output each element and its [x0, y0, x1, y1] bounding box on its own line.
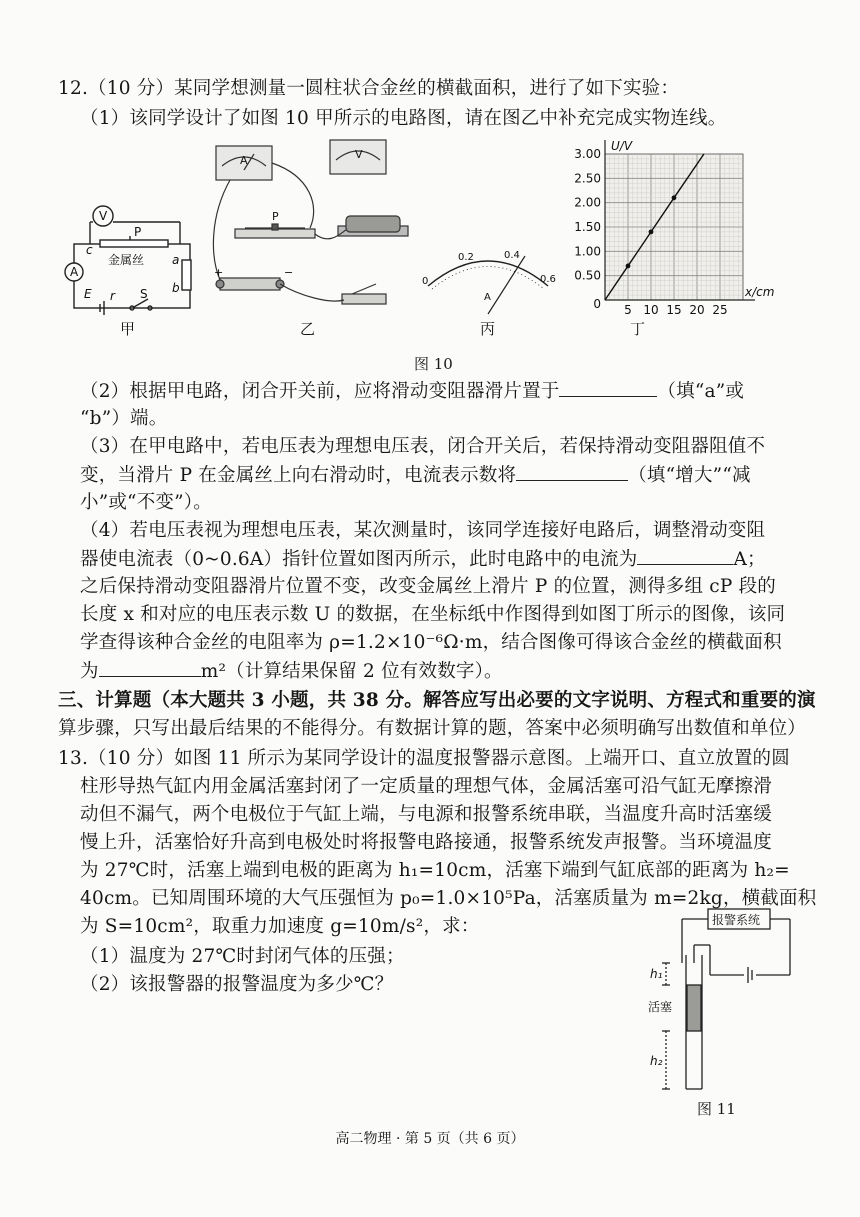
q13-line4: 慢上升，活塞恰好升高到电极处时将报警电路接通，报警系统发声报警。当环境温度 — [80, 832, 772, 853]
graph-ding — [574, 139, 774, 317]
answer-blank-2[interactable] — [559, 378, 657, 397]
q13-line1: 13.（10 分）如图 11 所示为某同学设计的温度报警器示意图。上端开口、直立放置的圆 — [58, 748, 790, 769]
origin-label: 0 — [593, 297, 601, 311]
y-tick-label: 1.50 — [574, 220, 601, 234]
y-tick-label: 3.00 — [574, 147, 601, 161]
yi-ammeter-label: A — [240, 154, 248, 167]
q13-sub1: （1）温度为 27℃时封闭气体的压强； — [80, 946, 405, 967]
y-tick-label: 1.00 — [574, 244, 601, 259]
answer-blank-3[interactable] — [516, 462, 628, 481]
x-tick-label: 15 — [666, 303, 682, 317]
jia-p-label: P — [134, 225, 142, 239]
answer-blank-4a[interactable] — [637, 546, 733, 565]
bing-label: 丙 — [480, 320, 496, 338]
q13-line2: 柱形导热气缸内用金属活塞封闭了一定质量的理想气体，金属活塞可沿气缸无摩擦滑 — [80, 776, 772, 797]
q12-part2-line1: （2）根据甲电路，闭合开关前，应将滑动变阻器滑片置于 （填“a”或 — [80, 378, 744, 405]
jia-ammeter-label: A — [70, 265, 79, 279]
h1-label: h₁ — [650, 967, 663, 981]
figure-10 — [60, 136, 820, 376]
jia-s-label: S — [140, 287, 148, 301]
y-axis-label: U/V — [611, 139, 633, 153]
q13-line3: 动但不漏气，两个电极位于气缸上端，与电源和报警系统串联，当温度升高时活塞缓 — [80, 804, 772, 825]
jia-c-label: c — [86, 243, 93, 257]
q12-part4-line4: 长度 x 和对应的电压表示数 U 的数据，在坐标纸中作图得到如图丁所示的图像，该同 — [80, 604, 786, 625]
ding-label: 丁 — [630, 320, 646, 338]
q12-part4-line6: 为 m²（计算结果保留 2 位有效数字）。 — [80, 658, 503, 685]
jia-voltmeter-label: V — [99, 209, 108, 223]
q13-line5: 为 27℃时，活塞上端到电极的距离为 h₁=10cm，活塞下端到气缸底部的距离为 h₂= — [80, 860, 790, 881]
figure-11-caption: 图 11 — [697, 1100, 736, 1118]
y-tick-label: 2.50 — [574, 171, 601, 186]
jia-a-label: a — [172, 253, 180, 267]
yi-minus-label: − — [284, 266, 294, 279]
x-tick-label: 5 — [624, 303, 632, 317]
yi-label: 乙 — [300, 320, 316, 338]
x-tick-label: 10 — [643, 303, 659, 317]
y-tick-label: 0.50 — [574, 268, 601, 283]
q13-sub2: （2）该报警器的报警温度为多少℃？ — [80, 974, 394, 995]
ammeter-dial-bing — [422, 250, 556, 338]
q12-part3-line3: 小”或“不变”）。 — [80, 492, 212, 513]
figure-11 — [630, 905, 800, 1105]
dial-tick-02: 0.2 — [458, 252, 474, 263]
q12-part4-line2: 器使电流表（0~0.6A）指针位置如图丙所示，此时电路中的电流为 A； — [80, 546, 766, 573]
dial-needle — [488, 256, 525, 314]
dial-tick-04: 0.4 — [504, 250, 520, 261]
q13-line6: 40cm。已知周围环境的大气压强恒为 p₀=1.0×10⁵Pa，活塞质量为 m=2kg，横截面积 — [80, 888, 817, 909]
answer-blank-4b[interactable] — [99, 658, 201, 677]
q12-part4-line3: 之后保持滑动变阻器滑片位置不变，改变金属丝上滑片 P 的位置，测得多组 cP 段的 — [80, 576, 776, 597]
x-tick-label: 20 — [689, 303, 705, 317]
yi-voltmeter-label: V — [355, 148, 363, 161]
yi-plus-label: + — [214, 266, 224, 279]
jia-wire-label: 金属丝 — [108, 253, 145, 267]
q12-part2-line2: “b”）端。 — [80, 408, 168, 429]
q12-part3-line1: （3）在甲电路中，若电压表为理想电压表，闭合开关后，若保持滑动变阻器阻值不 — [80, 436, 766, 457]
q12-part4-line5: 学查得该种合金丝的电阻率为 ρ=1.2×10⁻⁶Ω·m，结合图像可得该合金丝的横截面积 — [80, 632, 782, 653]
data-point — [626, 264, 631, 269]
alarm-label: 报警系统 — [712, 913, 761, 927]
data-point — [649, 229, 654, 234]
x-axis-label: x/cm — [745, 285, 775, 299]
page-footer: 高二物理 · 第 5 页（共 6 页） — [335, 1131, 525, 1147]
q13-line7: 为 S=10cm²，取重力加速度 g=10m/s²，求： — [80, 916, 480, 937]
y-tick-label: 2.00 — [574, 195, 601, 210]
q12-part3-line2: 变，当滑片 P 在金属丝上向右滑动时，电流表示数将 （填“增大”“减 — [80, 462, 751, 489]
q12-part4-line1: （4）若电压表视为理想电压表，某次测量时，该同学连接好电路后，调整滑动变阻 — [80, 520, 766, 541]
jia-b-label: b — [172, 281, 180, 295]
jia-r-label: r — [110, 289, 115, 303]
h2-label: h₂ — [650, 1054, 663, 1068]
dial-tick-0: 0 — [422, 276, 429, 287]
q12-header: 12.（10 分）某同学想测量一圆柱状合金丝的横截面积，进行了如下实验： — [58, 78, 680, 99]
yi-p-label: P — [272, 210, 279, 223]
jia-e-label: E — [84, 287, 92, 301]
x-tick-label: 25 — [712, 303, 728, 317]
section3-heading-line1: 三、计算题（本大题共 3 小题，共 38 分。解答应写出必要的文字说明、方程式和重要的演 — [58, 690, 816, 711]
section3-heading-line2: 算步骤，只写出最后结果的不能得分。有数据计算的题，答案中必须明确写出数值和单位） — [58, 718, 807, 739]
dial-unit: A — [484, 292, 491, 303]
dial-tick-06: 0.6 — [540, 274, 556, 285]
jia-label: 甲 — [120, 320, 136, 338]
q12-part1: （1）该同学设计了如图 10 甲所示的电路图，请在图乙中补充完成实物连线。 — [80, 108, 727, 129]
piston-block — [687, 985, 701, 1031]
figure-10-caption: 图 10 — [414, 355, 453, 373]
piston-label: 活塞 — [648, 1000, 673, 1014]
data-point — [672, 195, 677, 200]
